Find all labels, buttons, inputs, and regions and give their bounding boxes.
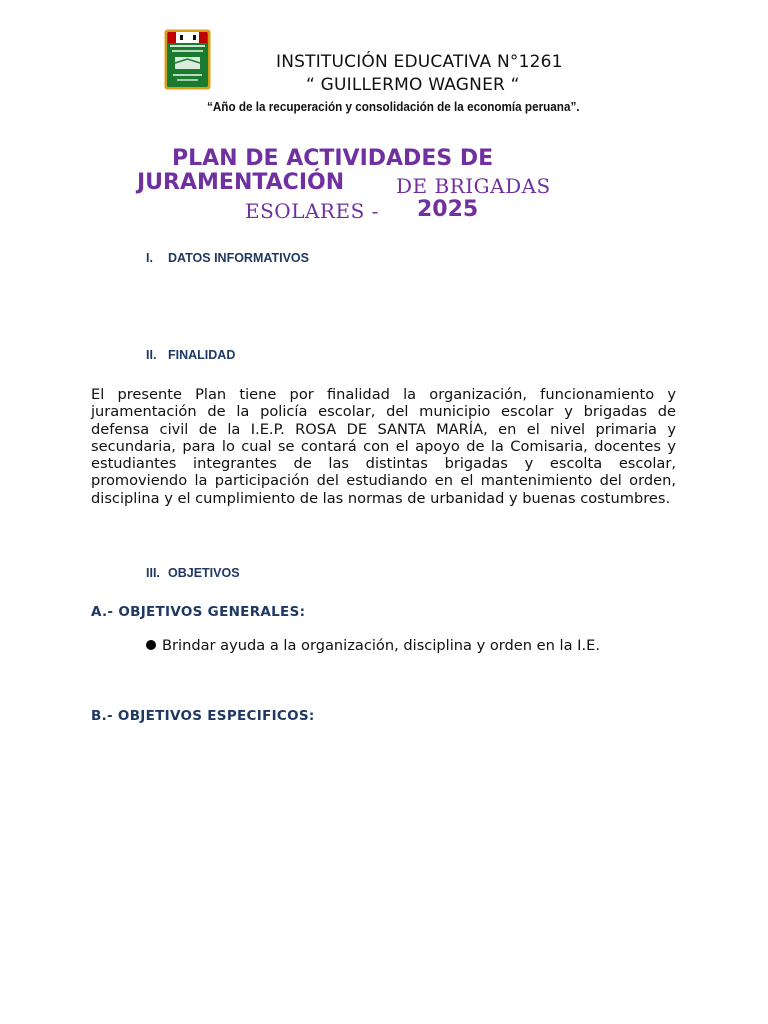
school-crest-icon — [164, 29, 211, 90]
year-motto: “Año de la recuperación y consolidación de la economía peruana”. — [207, 99, 580, 114]
objetivos-especificos-heading: B.- OBJETIVOS ESPECIFICOS: — [91, 708, 315, 724]
section-heading-datos — [146, 251, 309, 265]
section-number: II. — [146, 348, 157, 362]
institution-subname: “ GUILLERMO WAGNER “ — [306, 75, 520, 95]
document-title-line1: PLAN DE ACTIVIDADES DE — [172, 146, 494, 171]
section-number: III. — [146, 566, 160, 580]
list-item-text: Brindar ayuda a la organización, disciplina y orden en la I.E. — [162, 637, 600, 654]
section-heading-finalidad — [146, 348, 235, 362]
document-title-year: 2025 — [417, 197, 479, 222]
section-label: FINALIDAD — [168, 348, 236, 362]
document-title-line2-bold: JURAMENTACIÓN — [137, 170, 345, 195]
section-label: OBJETIVOS — [168, 566, 240, 580]
list-item — [146, 637, 600, 654]
institution-name: INSTITUCIÓN EDUCATIVA N°1261 — [276, 52, 563, 72]
objetivos-generales-heading: A.- OBJETIVOS GENERALES: — [91, 604, 306, 620]
document-title-line2-serif: DE BRIGADAS — [396, 174, 551, 198]
section-label: DATOS INFORMATIVOS — [168, 251, 309, 265]
section-heading-objetivos — [146, 566, 240, 580]
finalidad-paragraph: El presente Plan tiene por finalidad la organización, funcionamiento y juramentación de la policía escolar, del municipio escolar y brigadas de defensa civil de la I.E.P. ROSA DE SANTA MARÍA, en el nivel primaria y secundaria, para lo cual se contará con el apoyo de la Comisaria, docentes y estudiantes integrantes de las distintas brigadas y escolta escolar, promoviendo la participación del estudiando en el mantenimiento del orden, disciplina y el cumplimiento de las normas de urbanidad y buenas costumbres. — [91, 386, 676, 507]
section-number: I. — [146, 251, 153, 265]
bullet-icon — [146, 640, 156, 650]
document-title-line3-serif: ESOLARES - — [245, 199, 379, 223]
